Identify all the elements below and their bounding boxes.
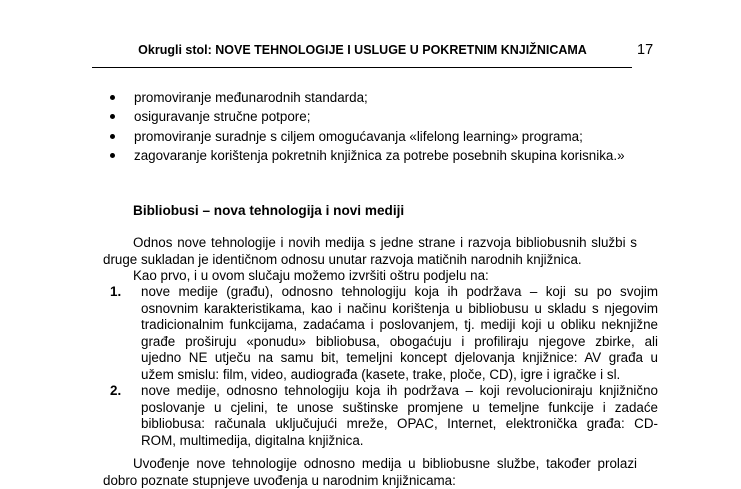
item-number: 1. xyxy=(110,284,121,301)
bullet-icon xyxy=(110,114,115,119)
list-item xyxy=(110,88,625,107)
header-rule xyxy=(92,67,632,68)
paragraph-2 xyxy=(103,456,637,489)
item-body xyxy=(141,383,658,449)
list-item-text: zagovaranje korištenja pokretnih knjižnica za potrebe posebnih skupina korisnika.» xyxy=(134,148,625,163)
running-header-title: Okrugli stol: NOVE TEHNOLOGIJE I USLUGE U POKRETNIM KNJIŽNICAMA xyxy=(90,43,635,58)
list-item xyxy=(110,127,625,146)
paragraph-line: Uvođenje nove tehnologije odnosno medija u bibliobusne službe, također prolazi xyxy=(103,456,637,473)
item-line: poslovanje u cjelini, te unose suštinske promjene u temeljne funkcije i zadaće xyxy=(141,400,658,417)
paragraph-1 xyxy=(103,235,637,268)
list-item-text: promoviranje međunarodnih standarda; xyxy=(134,90,368,105)
item-line: osnovnim karakteristikama, kao i načinu korištenja u bibliobusu u skladu s njegovim xyxy=(141,301,658,318)
section-heading: Bibliobusi – nova tehnologija i novi mediji xyxy=(133,203,404,219)
bullet-list xyxy=(110,88,625,165)
item-body xyxy=(141,284,658,383)
item-line: užem smislu: film, video, audiograđa (kasete, trake, ploče, CD), igre i igračke i sl. xyxy=(141,367,658,384)
list-item-text: promoviranje suradnje s ciljem omogućavanja «lifelong learning» programa; xyxy=(134,129,583,144)
page-number: 17 xyxy=(637,42,653,58)
list-item-text: osiguravanje stručne potpore; xyxy=(134,109,310,124)
item-line: ujedno NE utječu na samu bit, temeljni koncept djelovanja knjižnice: AV građa u xyxy=(141,350,658,367)
list-intro: Kao prvo, i u ovom slučaju možemo izvršiti oštru podjelu na: xyxy=(133,268,489,285)
paragraph-line: druge sukladan je identičnom odnosu unutar razvoja matičnih narodnih knjižnica. xyxy=(103,252,637,269)
item-line: nove medije, odnosno tehnologiju koja ih podržava – koji revolucioniraju knjižnično xyxy=(141,383,658,400)
item-line: građe proširuju «ponudu» bibliobusa, obogaćuju i profiliraju njegove zbirke, ali xyxy=(141,334,658,351)
item-line: ROM, multimedija, digitalna knjižnica. xyxy=(141,433,658,450)
item-line: tradicionalnim funkcijama, zadaćama i poslovanjem, tj. mediji koji u obliku neknjižne xyxy=(141,317,658,334)
bullet-icon xyxy=(110,134,115,139)
list-item xyxy=(110,107,625,126)
bullet-icon xyxy=(110,95,115,100)
item-line: nove medije (građu), odnosno tehnologiju koja ih podržava – koji su po svojim xyxy=(141,284,658,301)
item-number: 2. xyxy=(110,383,121,400)
list-item xyxy=(110,146,625,165)
item-line: bibliobusa: računala uključujući mreže, OPAC, Internet, elektronička građa: CD- xyxy=(141,416,658,433)
bullet-icon xyxy=(110,153,115,158)
paragraph-line: dobro poznate stupnjeve uvođenja u narodnim knjižnicama: xyxy=(103,473,637,489)
paragraph-line: Odnos nove tehnologije i novih medija s jedne strane i razvoja bibliobusnih službi s xyxy=(103,235,637,252)
